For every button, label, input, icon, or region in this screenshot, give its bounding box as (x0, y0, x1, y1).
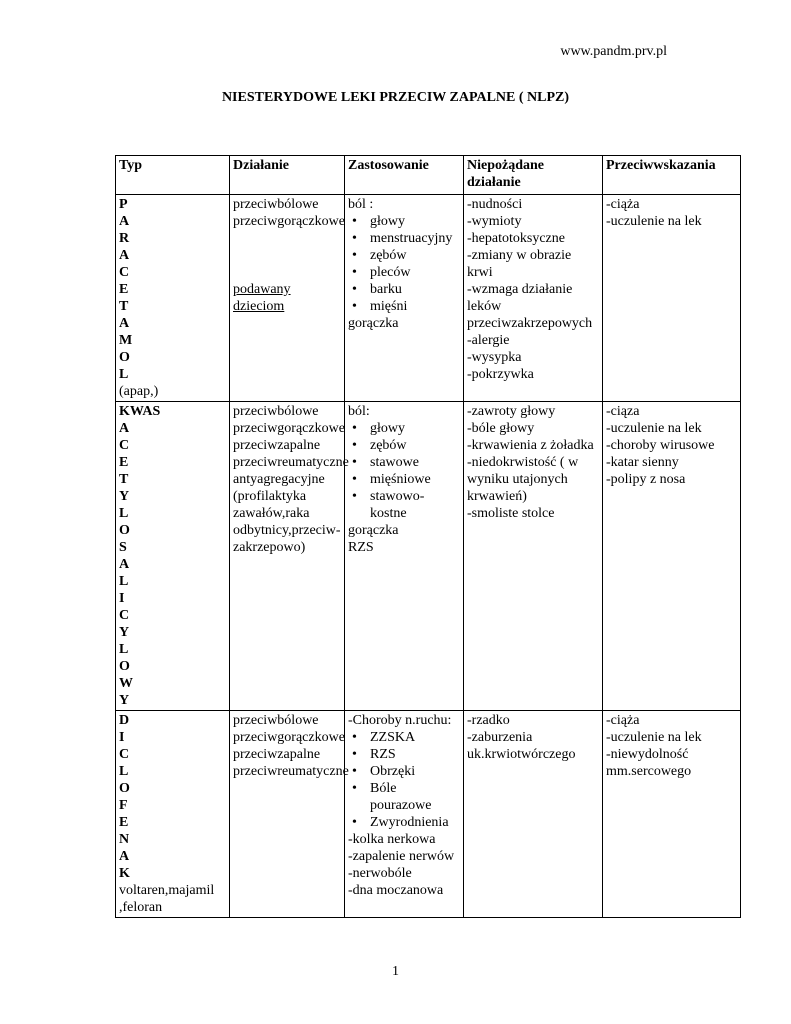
header-url: www.pandm.prv.pl (560, 44, 667, 59)
use-item: gorączka (348, 316, 399, 331)
page-number: 1 (392, 964, 399, 979)
contraindication-item: -uczulenie na lek (606, 214, 702, 229)
drug-name-letter: Y (119, 489, 130, 504)
vertical-drug-name (119, 196, 226, 383)
drug-name-letter: T (119, 472, 129, 487)
drug-name-letter: O (119, 350, 130, 365)
drug-name-letter: I (119, 730, 125, 745)
use-bullet-item: • mięśni (370, 298, 460, 315)
cell-dzialanie (230, 711, 349, 918)
cell-zastosowanie (345, 195, 464, 402)
cell-przeciwwskazania (603, 402, 741, 711)
drug-name-letter: L (119, 367, 129, 382)
contraindication-item: -ciąża (606, 713, 640, 728)
vertical-drug-name (119, 403, 226, 709)
drug-name-letter: I (119, 591, 125, 606)
drug-name-letter: A (119, 214, 130, 229)
spacer (233, 230, 341, 281)
use-bullet-item: • RZS (370, 746, 460, 763)
drug-name-letter: O (119, 659, 130, 674)
cell-dzialanie (230, 402, 349, 711)
drug-name-letter: R (119, 231, 130, 246)
cell-niepozadane (464, 195, 603, 402)
use-bullet-item: • Zwyrodnienia (370, 814, 460, 831)
contraindication-item: -niewydolność mm.sercowego (606, 747, 692, 779)
side-effect-item: -niedokrwistość ( w wyniku utajonych krwawień) (467, 455, 579, 504)
column-header: Typ (116, 156, 230, 195)
drug-name-letter: L (119, 764, 129, 779)
drug-name-letter: A (119, 248, 130, 263)
cell-zastosowanie (345, 711, 464, 918)
cell-typ (116, 402, 230, 711)
cell-typ (116, 711, 230, 918)
use-intro: ból : (348, 197, 374, 212)
side-effect-item: -alergie (467, 333, 510, 348)
document-title: NIESTERYDOWE LEKI PRZECIW ZAPALNE ( NLPZ) (221, 90, 570, 105)
table-header-row (116, 156, 741, 195)
use-intro: -Choroby n.ruchu: (348, 713, 452, 728)
side-effect-item: -hepatotoksyczne (467, 231, 565, 246)
action-note: podawany dzieciom (233, 282, 291, 314)
use-item: -dna moczanowa (348, 883, 444, 898)
use-bullet-list (348, 213, 460, 315)
action-item: przeciwreumatyczne (233, 764, 349, 779)
contraindication-item: -uczulenie na lek (606, 421, 702, 436)
side-effect-item: -wysypka (467, 350, 522, 365)
drug-name-letter: E (119, 282, 129, 297)
table-row (116, 195, 741, 402)
cell-zastosowanie (345, 402, 464, 711)
contraindication-item: -ciąza (606, 404, 640, 419)
drug-name-letter: M (119, 333, 133, 348)
use-intro: ból: (348, 404, 370, 419)
action-item: przeciwgorączkowe (233, 730, 345, 745)
drug-name-letter: C (119, 747, 130, 762)
drug-name-letter: L (119, 506, 129, 521)
drug-brand-note: voltaren,majamil (119, 883, 215, 898)
cell-typ (116, 195, 230, 402)
drug-name-letter: O (119, 781, 130, 796)
use-bullet-item: • głowy (370, 213, 460, 230)
use-bullet-list (348, 420, 460, 522)
column-header: Zastosowanie (345, 156, 464, 195)
use-bullet-item: • pleców (370, 264, 460, 281)
use-item: RZS (348, 540, 374, 555)
column-header: Przeciwwskazania (603, 156, 741, 195)
drug-table (115, 155, 741, 918)
side-effect-item: -bóle głowy (467, 421, 535, 436)
use-bullet-item: • stawowo-kostne (370, 488, 460, 522)
use-bullet-item: • stawowe (370, 454, 460, 471)
drug-name-letter: L (119, 574, 129, 589)
vertical-drug-name (119, 712, 226, 882)
drug-name-letter: N (119, 832, 130, 847)
side-effect-item: -krwawienia z żoładka (467, 438, 594, 453)
action-item: antyagregacyjne (233, 472, 325, 487)
drug-name-letter: C (119, 265, 130, 280)
contraindication-item: -uczulenie na lek (606, 730, 702, 745)
drug-name-letter: D (119, 713, 130, 728)
action-item: przeciwreumatyczne (233, 455, 349, 470)
side-effect-item: -smoliste stolce (467, 506, 555, 521)
column-header: Niepożądane działanie (464, 156, 603, 195)
side-effect-item: -wymioty (467, 214, 522, 229)
contraindication-item: -katar sienny (606, 455, 679, 470)
contraindication-item: -polipy z nosa (606, 472, 686, 487)
side-effect-item: -zaburzenia uk.krwiotwórczego (467, 730, 576, 762)
cell-dzialanie (230, 195, 345, 402)
action-item: przeciwzapalne (233, 747, 321, 762)
drug-name-letter: C (119, 608, 130, 623)
drug-name-letter: T (119, 299, 129, 314)
use-bullet-item: • barku (370, 281, 460, 298)
drug-brand-note: (apap,) (119, 384, 159, 399)
side-effect-item: -zawroty głowy (467, 404, 556, 419)
use-bullet-list (348, 729, 460, 831)
drug-name-letter: Y (119, 625, 130, 640)
column-header: Działanie (230, 156, 345, 195)
drug-name-letter: F (119, 798, 128, 813)
drug-name-letter: A (119, 557, 130, 572)
drug-name-letter: E (119, 455, 129, 470)
use-item: -kolka nerkowa (348, 832, 436, 847)
drug-name-letter: P (119, 197, 128, 212)
cell-przeciwwskazania (603, 195, 741, 402)
drug-name-letter: K (119, 866, 130, 881)
drug-name-letter: C (119, 438, 130, 453)
action-item: przeciwbólowe (233, 404, 319, 419)
drug-name-word: KWAS (119, 404, 161, 419)
side-effect-item: -wzmaga działanie leków przeciwzakrzepowych (467, 282, 593, 331)
contraindication-item: -choroby wirusowe (606, 438, 715, 453)
drug-name-letter: A (119, 849, 130, 864)
side-effect-item: -rzadko (467, 713, 510, 728)
action-item: przeciwbólowe (233, 197, 319, 212)
cell-przeciwwskazania (603, 711, 741, 918)
use-item: -nerwobóle (348, 866, 412, 881)
side-effect-item: -pokrzywka (467, 367, 534, 382)
side-effect-item: -zmiany w obrazie krwi (467, 248, 572, 280)
drug-name-letter: E (119, 815, 129, 830)
use-bullet-item: • zębów (370, 247, 460, 264)
side-effect-item: -nudności (467, 197, 523, 212)
use-bullet-item: • Bóle pourazowe (370, 780, 460, 814)
drug-name-letter: Y (119, 693, 130, 708)
use-bullet-item: • głowy (370, 420, 460, 437)
drug-brand-note: ,feloran (119, 900, 163, 915)
action-item: przeciwgorączkowe (233, 214, 345, 229)
use-bullet-item: • menstruacyjny (370, 230, 460, 247)
drug-name-letter: A (119, 316, 130, 331)
use-bullet-item: • mięśniowe (370, 471, 460, 488)
drug-name-letter: W (119, 676, 133, 691)
action-item: przeciwzapalne (233, 438, 321, 453)
drug-name-letter: S (119, 540, 127, 555)
drug-name-letter: O (119, 523, 130, 538)
use-item: -zapalenie nerwów (348, 849, 455, 864)
use-bullet-item: • zębów (370, 437, 460, 454)
drug-name-letter: A (119, 421, 130, 436)
drug-name-letter: L (119, 642, 129, 657)
use-bullet-item: • Obrzęki (370, 763, 460, 780)
cell-niepozadane (464, 402, 603, 711)
cell-niepozadane (464, 711, 603, 918)
action-item: (profilaktyka zawałów,raka odbytnicy,przeciw-zakrzepowo) (233, 489, 341, 555)
contraindication-item: -ciąża (606, 197, 640, 212)
action-item: przeciwbólowe (233, 713, 319, 728)
action-item: przeciwgorączkowe (233, 421, 345, 436)
table-row (116, 711, 741, 918)
table-row (116, 402, 741, 711)
use-bullet-item: • ZZSKA (370, 729, 460, 746)
use-item: gorączka (348, 523, 399, 538)
